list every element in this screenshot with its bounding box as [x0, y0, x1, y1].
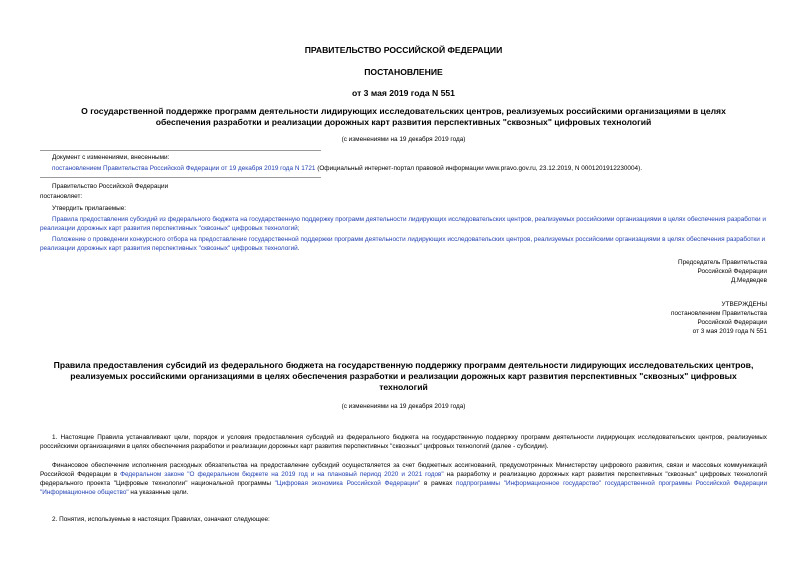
document-type: ПОСТАНОВЛЕНИЕ	[364, 67, 443, 77]
changes-label: Документ с изменениями, внесенными:	[52, 154, 170, 161]
approval-country: Российской Федерации	[697, 319, 767, 326]
approved-item	[40, 215, 767, 233]
preamble-approve: Утвердить прилагаемые:	[52, 205, 127, 212]
edition-note: (с изменениями на 19 декабря 2019 года)	[341, 136, 466, 143]
changes-line	[52, 164, 772, 173]
divider-bottom	[40, 177, 321, 178]
digital-economy-link[interactable]: "Цифровая экономика Российской Федерации"	[274, 480, 421, 487]
signature-position: Председатель Правительства	[678, 259, 767, 266]
approved-item	[40, 235, 767, 253]
signature-country: Российской Федерации	[697, 268, 767, 275]
changes-source: (Официальный интернет-портал правовой информации www.pravo.gov.ru, 23.12.2019, N 0001201912230004).	[315, 165, 643, 172]
rules-title: Правила предоставления субсидий из федерального бюджета на государственную поддержку программ деятельности лидирующих исследовательских центров, реализуемых российскими организациями в целях обеспечения разработки и реализации дорожных карт развития перспективных "сквозных" цифровых технологий	[53, 360, 754, 392]
rules-link[interactable]: Правила предоставления субсидий из федерального бюджета на государственную поддержку программ деятельности лидирующих исследовательских центров, реализуемых российскими организациями в целях обеспечения разработки и реализации дорожных карт развития перспективных "сквозных" цифровых технологий;	[40, 216, 766, 232]
rules-edition-note: (с изменениями на 19 декабря 2019 года)	[341, 403, 466, 410]
financing-text-b: на разработку и реализацию дорожных карт развития перспективных "сквозных" цифровых технологий федерального проекта "Цифровые технологии" национальной программы	[40, 471, 768, 487]
budget-law-link[interactable]: Федеральном законе "О федеральном бюджете на 2019 год и на плановый период 2020 и 2021 годов"	[120, 471, 444, 478]
financing-text-d: на указанные цели.	[128, 489, 189, 496]
approval-block	[671, 300, 767, 336]
approval-stamp: УТВЕРЖДЕНЫ	[721, 301, 767, 308]
approval-date: от 3 мая 2019 года N 551	[692, 328, 767, 335]
divider-top	[40, 150, 321, 151]
document-date: от 3 мая 2019 года N 551	[352, 88, 455, 98]
regulation-link[interactable]: Положение о проведении конкурсного отбора на предоставление государственной поддержки программ деятельности лидирующих исследовательских центров, реализуемых российскими организациями в целях обеспечения разработки и реализации дорожных карт развития перспективных "сквозных" цифровых технологий.	[40, 236, 766, 252]
government-heading: ПРАВИТЕЛЬСТВО РОССИЙСКОЙ ФЕДЕРАЦИИ	[304, 45, 503, 55]
paragraph-financing	[40, 461, 767, 497]
subprogram-link[interactable]: подпрограммы "Информационное государство" государственной программы Российской Федерации "Информационное общество"	[40, 480, 768, 496]
amendment-link[interactable]: постановлением Правительства Российской Федерации от 19 декабря 2019 года N 1721	[52, 165, 316, 172]
financing-text-a: Финансовое обеспечение исполнения расходных обязательства на предоставление субсидий осуществляется за счет бюджетных ассигнований, предусмотренных Министерству цифрового развития, связи и массовых коммуникаций Российской Федерации в	[40, 462, 767, 478]
preamble-decree: постановляет:	[40, 193, 83, 200]
paragraph-2	[40, 515, 767, 524]
signature-name: Д.Медведев	[730, 277, 767, 284]
financing-text-c: в рамках	[420, 480, 457, 487]
preamble-authority: Правительство Российской Федерации	[52, 183, 169, 190]
paragraph-2-text: 2. Понятия, используемые в настоящих Правилах, означают следующее:	[52, 516, 270, 523]
signature-block	[678, 258, 767, 285]
paragraph-1	[40, 433, 767, 451]
paragraph-1-text: 1. Настоящие Правила устанавливают цели, порядок и условия предоставления субсидий из федерального бюджета на государственную поддержку программ деятельности лидирующих исследовательских центров, реализуемых российскими организациями в целях обеспечения разработки и реализации дорожных карт развития перспективных "сквозных" цифровых технологий (далее - субсидии).	[40, 434, 767, 450]
document-title: О государственной поддержке программ деятельности лидирующих исследовательских центров, реализуемых российскими организациями в целях обеспечения разработки и реализации дорожных карт развития перспективных "сквозных" цифровых технологий	[81, 106, 726, 127]
approval-by: постановлением Правительства	[671, 310, 767, 317]
